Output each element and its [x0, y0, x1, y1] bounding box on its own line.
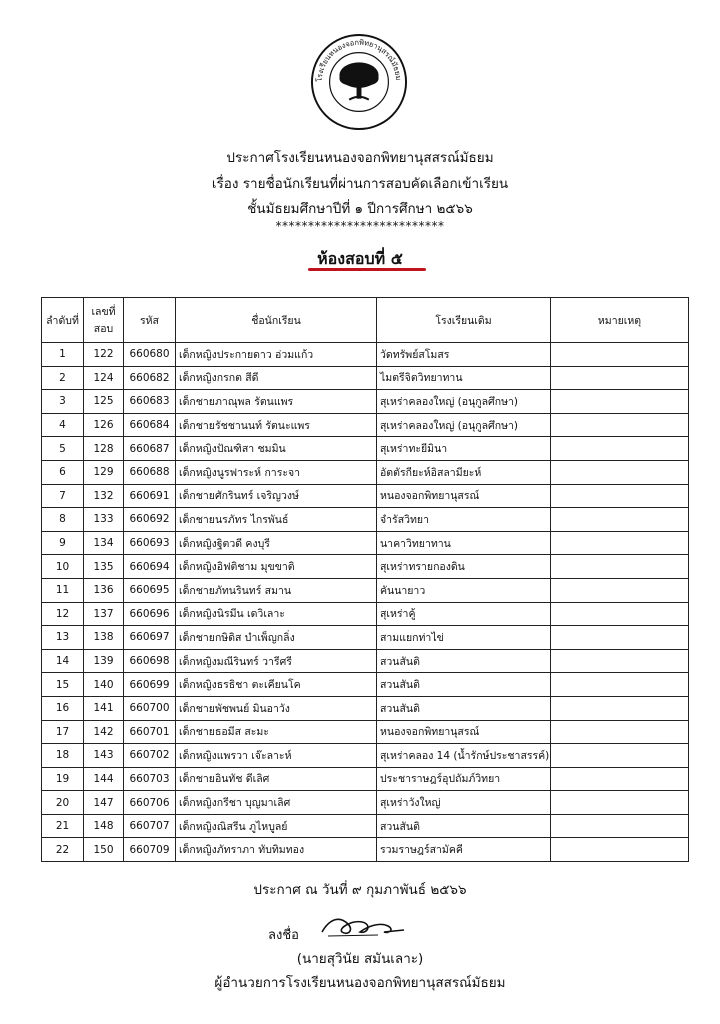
student-code-cell: 660699 — [124, 673, 176, 697]
signer-title: ผู้อำนวยการโรงเรียนหนองจอกพิทยานุสสรณ์มัธยม — [214, 975, 506, 991]
exam-number-cell: 138 — [84, 626, 124, 650]
remark-cell — [551, 744, 689, 768]
student-code-cell: 660692 — [124, 508, 176, 532]
remark-cell — [551, 555, 689, 579]
column-header: ลำดับที่ — [42, 298, 84, 343]
remark-cell — [551, 390, 689, 414]
row-number-cell: 21 — [42, 814, 84, 838]
remark-cell — [551, 413, 689, 437]
remark-cell — [551, 838, 689, 862]
exam-number-cell: 143 — [84, 744, 124, 768]
exam-number-cell: 147 — [84, 791, 124, 815]
row-number-cell: 17 — [42, 720, 84, 744]
student-name-cell: เด็กชายอินทัช ดีเลิศ — [176, 767, 377, 791]
previous-school-cell: สวนสันติ — [377, 649, 551, 673]
previous-school-cell: ไมตรีจิตวิทยาทาน — [377, 366, 551, 390]
student-code-cell: 660698 — [124, 649, 176, 673]
row-number-cell: 1 — [42, 343, 84, 367]
row-number-cell: 7 — [42, 484, 84, 508]
student-code-cell: 660700 — [124, 696, 176, 720]
table-row — [42, 437, 689, 461]
table-row — [42, 413, 689, 437]
table-row — [42, 531, 689, 555]
remark-cell — [551, 531, 689, 555]
star-divider: ************************** — [275, 219, 445, 233]
table-row — [42, 366, 689, 390]
previous-school-cell: สุเหร่าทะยีมินา — [377, 437, 551, 461]
exam-number-cell: 141 — [84, 696, 124, 720]
announcement-subject: เรื่อง รายชื่อนักเรียนที่ผ่านการสอบคัดเลือกเข้าเรียน — [211, 176, 509, 192]
student-name-cell: เด็กหญิงอิฟติชาม มุขขาติ — [176, 555, 377, 579]
table-row — [42, 578, 689, 602]
exam-number-cell: 148 — [84, 814, 124, 838]
remark-cell — [551, 508, 689, 532]
table-row — [42, 838, 689, 862]
signature-image — [318, 910, 408, 944]
announcement-grade-year: ชั้นมัธยมศึกษาปีที่ ๑ ปีการศึกษา ๒๕๖๖ — [247, 201, 473, 217]
student-code-cell: 660702 — [124, 744, 176, 768]
exam-number-cell: 136 — [84, 578, 124, 602]
previous-school-cell: นาคาวิทยาทาน — [377, 531, 551, 555]
student-name-cell: เด็กหญิงนูรฟาระห์ การะจา — [176, 460, 377, 484]
remark-cell — [551, 673, 689, 697]
student-name-cell: เด็กหญิงประกายดาว อ่วมแก้ว — [176, 343, 377, 367]
table-row — [42, 744, 689, 768]
remark-cell — [551, 767, 689, 791]
exam-number-cell: 134 — [84, 531, 124, 555]
previous-school-cell: สุเหร่าคลอง 14 (น้ำรักษ์ประชาสรรค์) — [377, 744, 551, 768]
table-row — [42, 720, 689, 744]
column-header: หมายเหตุ — [551, 298, 689, 343]
row-number-cell: 4 — [42, 413, 84, 437]
student-code-cell: 660687 — [124, 437, 176, 461]
exam-number-cell: 129 — [84, 460, 124, 484]
row-number-cell: 22 — [42, 838, 84, 862]
previous-school-cell: คันนายาว — [377, 578, 551, 602]
exam-number-cell: 139 — [84, 649, 124, 673]
previous-school-cell: หนองจอกพิทยานุสรณ์ — [377, 720, 551, 744]
student-name-cell: เด็กชายกษิดิส บำเพ็ญกลิ่ง — [176, 626, 377, 650]
student-name-cell: เด็กหญิงปัณฑิสา ชมมิน — [176, 437, 377, 461]
exam-number-cell: 124 — [84, 366, 124, 390]
row-number-cell: 11 — [42, 578, 84, 602]
row-number-cell: 12 — [42, 602, 84, 626]
exam-number-cell: 126 — [84, 413, 124, 437]
previous-school-cell: สวนสันติ — [377, 673, 551, 697]
row-number-cell: 10 — [42, 555, 84, 579]
previous-school-cell: รวมราษฎร์สามัคคี — [377, 838, 551, 862]
table-row — [42, 696, 689, 720]
student-code-cell: 660706 — [124, 791, 176, 815]
table-row — [42, 555, 689, 579]
table-row — [42, 814, 689, 838]
signer-name: (นายสุวินัย สมันเลาะ) — [296, 951, 424, 967]
previous-school-cell: สุเหร่าคลองใหญ่ (อนุกูลศึกษา) — [377, 413, 551, 437]
table-row — [42, 791, 689, 815]
table-row — [42, 460, 689, 484]
student-name-cell: เด็กหญิงแพรวา เจ๊ะลาะห์ — [176, 744, 377, 768]
row-number-cell: 13 — [42, 626, 84, 650]
column-header: โรงเรียนเดิม — [377, 298, 551, 343]
announcement-title: ประกาศโรงเรียนหนองจอกพิทยานุสสรณ์มัธยม — [226, 150, 494, 166]
row-number-cell: 19 — [42, 767, 84, 791]
previous-school-cell: สุเหร่าวังใหญ่ — [377, 791, 551, 815]
table-row — [42, 602, 689, 626]
row-number-cell: 20 — [42, 791, 84, 815]
exam-number-cell: 144 — [84, 767, 124, 791]
column-header: รหัส — [124, 298, 176, 343]
previous-school-cell: จำรัสวิทยา — [377, 508, 551, 532]
student-code-cell: 660688 — [124, 460, 176, 484]
column-header: ชื่อนักเรียน — [176, 298, 377, 343]
exam-number-cell: 135 — [84, 555, 124, 579]
student-name-cell: เด็กชายธอมีส สะมะ — [176, 720, 377, 744]
row-number-cell: 16 — [42, 696, 84, 720]
row-number-cell: 14 — [42, 649, 84, 673]
row-number-cell: 6 — [42, 460, 84, 484]
student-name-cell: เด็กหญิงกรีชา บุญมาเลิศ — [176, 791, 377, 815]
student-name-cell: เด็กชายพัชพนย์ มินอาวัง — [176, 696, 377, 720]
exam-number-cell: 133 — [84, 508, 124, 532]
table-row — [42, 767, 689, 791]
table-row — [42, 673, 689, 697]
table-body — [42, 343, 689, 862]
remark-cell — [551, 602, 689, 626]
remark-cell — [551, 578, 689, 602]
remark-cell — [551, 460, 689, 484]
student-code-cell: 660703 — [124, 767, 176, 791]
table-row — [42, 484, 689, 508]
student-code-cell: 660691 — [124, 484, 176, 508]
student-code-cell: 660701 — [124, 720, 176, 744]
school-emblem-logo — [310, 33, 408, 131]
remark-cell — [551, 814, 689, 838]
row-number-cell: 18 — [42, 744, 84, 768]
student-name-cell: เด็กชายนรภัทร ไกรพันธ์ — [176, 508, 377, 532]
remark-cell — [551, 649, 689, 673]
student-name-cell: เด็กหญิงณิสรีน ภูไหบูลย์ — [176, 814, 377, 838]
student-list-table — [41, 297, 689, 862]
previous-school-cell: สวนสันติ — [377, 814, 551, 838]
room-title-underline — [308, 268, 426, 271]
row-number-cell: 3 — [42, 390, 84, 414]
remark-cell — [551, 791, 689, 815]
student-name-cell: เด็กหญิงกรกต สีดี — [176, 366, 377, 390]
emblem-text: โรงเรียนหนองจอกพิทยานุสรณ์มัธยม — [314, 37, 404, 83]
previous-school-cell: สุเหร่าคลองใหญ่ (อนุกูลศึกษา) — [377, 390, 551, 414]
student-code-cell: 660709 — [124, 838, 176, 862]
remark-cell — [551, 484, 689, 508]
sign-label: ลงชื่อ — [268, 928, 299, 943]
student-code-cell: 660695 — [124, 578, 176, 602]
table-row — [42, 626, 689, 650]
student-code-cell: 660694 — [124, 555, 176, 579]
exam-number-cell: 140 — [84, 673, 124, 697]
remark-cell — [551, 696, 689, 720]
column-header: เลขที่สอบ — [84, 298, 124, 343]
exam-number-cell: 122 — [84, 343, 124, 367]
student-name-cell: เด็กหญิงมณีรินทร์ วารีศรี — [176, 649, 377, 673]
tree-icon — [339, 62, 378, 99]
row-number-cell: 9 — [42, 531, 84, 555]
row-number-cell: 2 — [42, 366, 84, 390]
row-number-cell: 8 — [42, 508, 84, 532]
student-code-cell: 660680 — [124, 343, 176, 367]
row-number-cell: 5 — [42, 437, 84, 461]
exam-number-cell: 128 — [84, 437, 124, 461]
student-code-cell: 660696 — [124, 602, 176, 626]
previous-school-cell: สุเหร่าคู้ — [377, 602, 551, 626]
student-name-cell: เด็กหญิงภัทราภา ทับทิมทอง — [176, 838, 377, 862]
exam-room-title: ห้องสอบที่ ๕ — [317, 249, 403, 268]
student-name-cell: เด็กหญิงฐิตวดี คงบุรี — [176, 531, 377, 555]
remark-cell — [551, 343, 689, 367]
previous-school-cell: ประชาราษฎร์อุปถัมภ์วิทยา — [377, 767, 551, 791]
student-name-cell: เด็กหญิงธรธิชา ตะเคียนโค — [176, 673, 377, 697]
remark-cell — [551, 626, 689, 650]
table-row — [42, 508, 689, 532]
student-code-cell: 660682 — [124, 366, 176, 390]
previous-school-cell: วัดทรัพย์สโมสร — [377, 343, 551, 367]
remark-cell — [551, 366, 689, 390]
previous-school-cell: สวนสันติ — [377, 696, 551, 720]
student-name-cell: เด็กชายรัชชานนท์ รัตนะแพร — [176, 413, 377, 437]
student-code-cell: 660684 — [124, 413, 176, 437]
student-code-cell: 660693 — [124, 531, 176, 555]
announce-date: ประกาศ ณ วันที่ ๙ กุมภาพันธ์ ๒๕๖๖ — [253, 882, 467, 898]
remark-cell — [551, 437, 689, 461]
exam-number-cell: 125 — [84, 390, 124, 414]
exam-number-cell: 142 — [84, 720, 124, 744]
exam-number-cell: 137 — [84, 602, 124, 626]
student-name-cell: เด็กหญิงนิรมีน เดวิเลาะ — [176, 602, 377, 626]
exam-number-cell: 150 — [84, 838, 124, 862]
table-row — [42, 390, 689, 414]
previous-school-cell: สามแยกท่าไข่ — [377, 626, 551, 650]
remark-cell — [551, 720, 689, 744]
table-header-row — [42, 298, 689, 343]
previous-school-cell: อัตตัรกียะห์อิสลามียะห์ — [377, 460, 551, 484]
student-name-cell: เด็กชายศักรินทร์ เจริญวงษ์ — [176, 484, 377, 508]
previous-school-cell: หนองจอกพิทยานุสรณ์ — [377, 484, 551, 508]
student-name-cell: เด็กชายภัทนรินทร์ สมาน — [176, 578, 377, 602]
student-name-cell: เด็กชายภาณุพล รัตนแพร — [176, 390, 377, 414]
student-code-cell: 660683 — [124, 390, 176, 414]
exam-number-cell: 132 — [84, 484, 124, 508]
previous-school-cell: สุเหร่าทรายกองดิน — [377, 555, 551, 579]
student-code-cell: 660707 — [124, 814, 176, 838]
table-row — [42, 343, 689, 367]
table-row — [42, 649, 689, 673]
student-code-cell: 660697 — [124, 626, 176, 650]
row-number-cell: 15 — [42, 673, 84, 697]
